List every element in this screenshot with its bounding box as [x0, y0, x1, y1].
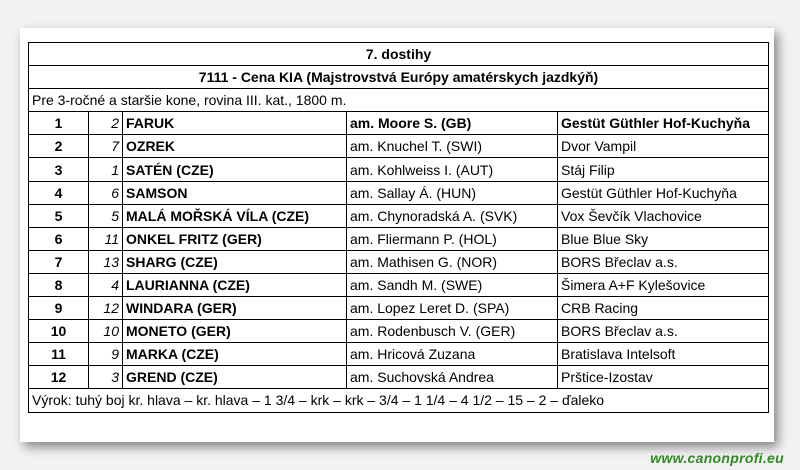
start-number: 5: [89, 204, 123, 227]
race-result: Výrok: tuhý boj kr. hlava – kr. hlava – 1 3/4 – krk – krk – 3/4 – 1 1/4 – 4 1/2 – 15 – 2 – ďaleko: [29, 389, 769, 412]
jockey: am. Chynoradská A. (SVK): [347, 204, 558, 227]
jockey: am. Mathisen G. (NOR): [347, 250, 558, 273]
position: 10: [29, 320, 89, 343]
start-number: 2: [89, 112, 123, 135]
race-title: 7111 - Cena KIA (Majstrovstvá Európy amatérskych jazdkýň): [29, 66, 769, 89]
horse-name: LAURIANNA (CZE): [123, 273, 347, 296]
horse-name: ONKEL FRITZ (GER): [123, 227, 347, 250]
start-number: 13: [89, 250, 123, 273]
horse-name: MALÁ MOŘSKÁ VÍLA (CZE): [123, 204, 347, 227]
horse-name: GREND (CZE): [123, 366, 347, 389]
position: 11: [29, 343, 89, 366]
owner: Gestüt Güthler Hof-Kuchyňa: [558, 112, 769, 135]
race-results-table: [28, 42, 769, 413]
owner: Bratislava Intelsoft: [558, 343, 769, 366]
race-conditions: Pre 3-ročné a staršie kone, rovina III. kat., 1800 m.: [29, 89, 769, 112]
start-number: 12: [89, 297, 123, 320]
start-number: 10: [89, 320, 123, 343]
position: 6: [29, 227, 89, 250]
jockey: am. Knuchel T. (SWI): [347, 135, 558, 158]
race-number-row: [29, 43, 769, 66]
position: 2: [29, 135, 89, 158]
position: 4: [29, 181, 89, 204]
owner: Prštice-Izostav: [558, 366, 769, 389]
owner: Blue Blue Sky: [558, 227, 769, 250]
table-row: [29, 250, 769, 273]
owner: Dvor Vampil: [558, 135, 769, 158]
start-number: 11: [89, 227, 123, 250]
position: 8: [29, 273, 89, 296]
jockey: am. Moore S. (GB): [347, 112, 558, 135]
table-row: [29, 204, 769, 227]
document-card: [20, 28, 774, 442]
owner: CRB Racing: [558, 297, 769, 320]
position: 5: [29, 204, 89, 227]
table-row: [29, 320, 769, 343]
table-row: [29, 297, 769, 320]
horse-name: MONETO (GER): [123, 320, 347, 343]
owner: Vox Ševčík Vlachovice: [558, 204, 769, 227]
race-result-row: [29, 389, 769, 412]
horse-name: SAMSON: [123, 181, 347, 204]
horse-name: MARKA (CZE): [123, 343, 347, 366]
owner: Stáj Filip: [558, 158, 769, 181]
race-title-row: [29, 66, 769, 89]
start-number: 1: [89, 158, 123, 181]
jockey: am. Hricová Zuzana: [347, 343, 558, 366]
horse-name: SHARG (CZE): [123, 250, 347, 273]
race-number: 7. dostihy: [29, 43, 769, 66]
table-row: [29, 158, 769, 181]
owner: BORS Břeclav a.s.: [558, 250, 769, 273]
jockey: am. Fliermann P. (HOL): [347, 227, 558, 250]
table-row: [29, 227, 769, 250]
jockey: am. Suchovská Andrea: [347, 366, 558, 389]
horse-name: OZREK: [123, 135, 347, 158]
table-row: [29, 135, 769, 158]
start-number: 6: [89, 181, 123, 204]
position: 7: [29, 250, 89, 273]
table-row: [29, 343, 769, 366]
horse-name: FARUK: [123, 112, 347, 135]
race-conditions-row: [29, 89, 769, 112]
owner: Šimera A+F Kylešovice: [558, 273, 769, 296]
jockey: am. Sandh M. (SWE): [347, 273, 558, 296]
jockey: am. Lopez Leret D. (SPA): [347, 297, 558, 320]
jockey: am. Kohlweiss I. (AUT): [347, 158, 558, 181]
start-number: 4: [89, 273, 123, 296]
jockey: am. Sallay Á. (HUN): [347, 181, 558, 204]
table-row: [29, 366, 769, 389]
position: 3: [29, 158, 89, 181]
owner: Gestüt Güthler Hof-Kuchyňa: [558, 181, 769, 204]
horse-name: SATÉN (CZE): [123, 158, 347, 181]
horse-name: WINDARA (GER): [123, 297, 347, 320]
owner: BORS Břeclav a.s.: [558, 320, 769, 343]
start-number: 3: [89, 366, 123, 389]
position: 9: [29, 297, 89, 320]
table-row: [29, 112, 769, 135]
position: 12: [29, 366, 89, 389]
watermark: www.canonprofi.eu: [650, 450, 784, 466]
table-row: [29, 273, 769, 296]
table-row: [29, 181, 769, 204]
position: 1: [29, 112, 89, 135]
start-number: 7: [89, 135, 123, 158]
start-number: 9: [89, 343, 123, 366]
jockey: am. Rodenbusch V. (GER): [347, 320, 558, 343]
